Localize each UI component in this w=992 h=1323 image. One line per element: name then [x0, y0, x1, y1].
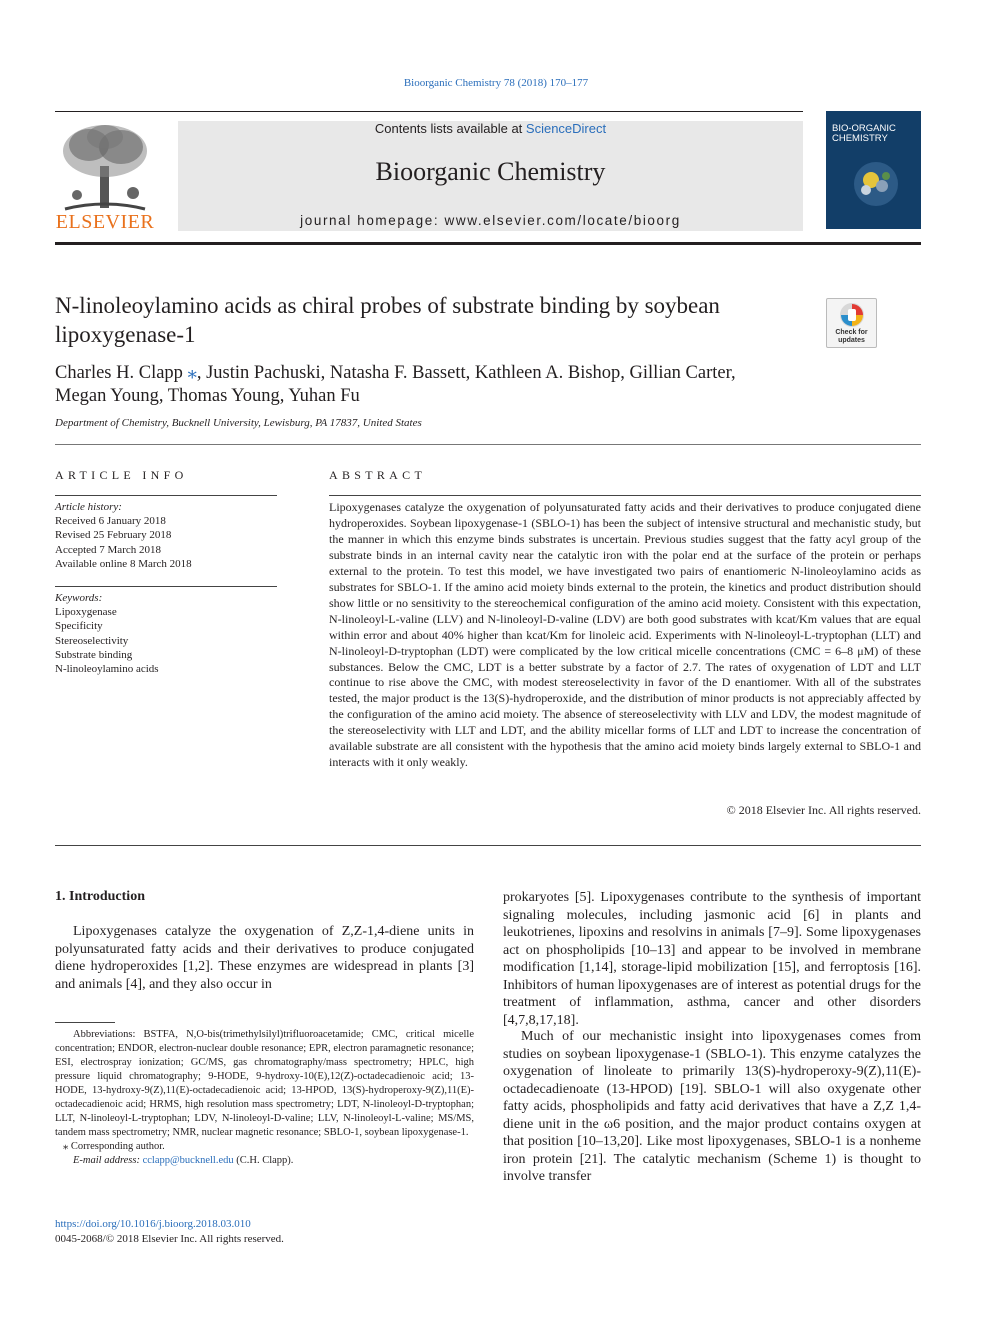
doi-link[interactable]: https://doi.org/10.1016/j.bioorg.2018.03.010 — [55, 1218, 251, 1230]
keywords-label: Keywords: — [55, 592, 103, 604]
abstract-heading: ABSTRACT — [329, 468, 427, 482]
journal-masthead — [178, 121, 803, 231]
introduction-col2-p2: Much of our mechanistic insight into lipoxygenases comes from studies on soybean lipoxygenase-1 (SBLO-1). This enzyme catalyzes the oxygenation of linoleate to primarily 13(S)-hydroperoxy-9(Z),11(E)-octadecadienoate (13-HPOD) [19]. SBLO-1 will also oxygenate other fatty acids, phospholipids and fatty acid derivatives that have a Z,Z 1,4-diene unit in the ω6 position, and the major product contains oxygen at that position [10–13,20]. Like most lipoxygenases, SBLO-1 is a nonheme iron protein [21]. The catalytic mechanism (Scheme 1) is thought to involve transfer — [503, 1029, 921, 1185]
introduction-col1: Lipoxygenases catalyze the oxygenation of Z,Z-1,4-diene units in polyunsaturated fatty acids and their derivatives to produce conjugated diene hydroperoxides [1,2]. These enzymes are widespread in plants [3] and animals [4], and they also occur in — [55, 924, 474, 992]
elsevier-tree-icon — [55, 121, 155, 213]
contents-line — [178, 121, 803, 136]
article-info-rule — [55, 495, 277, 496]
journal-cover — [826, 111, 921, 229]
author-list — [55, 362, 815, 407]
footnote-rule — [55, 1022, 115, 1023]
cover-molecule-icon — [846, 156, 906, 211]
journal-name: Bioorganic Chemistry — [375, 157, 606, 186]
article-history — [55, 500, 277, 571]
history-received: Received 6 January 2018 — [55, 515, 166, 528]
doi-block — [55, 1217, 284, 1247]
corresponding-author-note: ⁎ Corresponding author. — [63, 1141, 165, 1152]
contents-prefix: Contents lists available at — [374, 121, 526, 136]
footnotes — [55, 1028, 474, 1168]
keyword-item: Lipoxygenase — [55, 606, 117, 619]
keyword-item: Stereoselectivity — [55, 634, 129, 647]
crossmark-label: Check for updates — [835, 329, 868, 344]
keyword-item: Substrate binding — [55, 648, 133, 661]
keyword-item: Specificity — [55, 620, 103, 633]
corresponding-author-marker[interactable]: ⁎ — [187, 363, 197, 383]
cover-title: BIO-ORGANIC CHEMISTRY — [832, 123, 896, 144]
author-list-rest: , Justin Pachuski, Natasha F. Bassett, Kathleen A. Bishop, Gillian Carter, — [196, 363, 736, 383]
abstract-bottom-rule — [55, 845, 921, 846]
publisher-name: ELSEVIER — [55, 211, 155, 233]
affiliation: Department of Chemistry, Bucknell University, Lewisburg, PA 17837, United States — [55, 417, 422, 429]
header-rule-bottom — [55, 242, 921, 245]
email-link[interactable]: cclapp@bucknell.edu — [142, 1155, 234, 1166]
header-rule-top — [55, 111, 803, 112]
journal-homepage[interactable]: journal homepage: www.elsevier.com/locate/bioorg — [300, 213, 681, 228]
history-online: Available online 8 March 2018 — [55, 557, 192, 570]
keywords — [55, 591, 277, 676]
abbreviations-footnote: Abbreviations: BSTFA, N,O-bis(trimethylsilyl)trifluoroacetamide; CMC, critical micelle concentration; ENDOR, electron-nuclear double resonance; EPR, electron paramagnetic resonance; ESI, electrospray ionization; GC/MS, gas chromatography/mass spectrometry; HPLC, high pressure liquid chromatography; 9-HODE, 9-hydroxy-10(E),12(Z)-octadecadienoic acid; 13-HODE, 13-hydroxy-9(Z),11(E)-octadecadienoic acid; 13-HPOD, 13(S)-hydroperoxy-9(Z),11(E)-octadecadienoic acid; HRMS, high resolution mass spectrometry; LDT, N-linoleoyl-D-tryptophan; LLT, N-linoleoyl-L-tryptophan; LDV, N-linoleoyl-D-valine; LLV, N-linoleoyl-L-valine; MS/MS, tandem mass spectrometry; NMR, nuclear magnetic resonance; SBLO-1, soybean lipoxygenase-1. — [55, 1029, 474, 1138]
affiliation-rule — [55, 444, 921, 445]
sciencedirect-link[interactable]: ScienceDirect — [525, 121, 607, 136]
journal-citation[interactable]: Bioorganic Chemistry 78 (2018) 170–177 — [403, 77, 589, 89]
check-for-updates-button[interactable] — [826, 298, 877, 348]
article-info-heading: ARTICLE INFO — [55, 468, 188, 482]
keyword-item: N-linoleoylamino acids — [55, 663, 159, 676]
history-revised: Revised 25 February 2018 — [55, 529, 172, 542]
abstract-copyright: © 2018 Elsevier Inc. All rights reserved. — [726, 803, 921, 817]
email-suffix: (C.H. Clapp). — [233, 1155, 294, 1166]
keywords-rule — [55, 586, 277, 587]
author-corresponding: Charles H. Clapp — [55, 363, 183, 383]
introduction-heading: 1. Introduction — [55, 889, 145, 904]
author-list-line2: Megan Young, Thomas Young, Yuhan Fu — [55, 385, 360, 406]
article-title: N-linoleoylamino acids as chiral probes of substrate binding by soybean lipoxygenase-1 — [55, 293, 720, 347]
email-note — [55, 1154, 474, 1168]
issn-line: 0045-2068/© 2018 Elsevier Inc. All rights reserved. — [55, 1233, 284, 1245]
crossmark-icon — [839, 302, 865, 328]
history-accepted: Accepted 7 March 2018 — [55, 543, 161, 556]
abstract-text: Lipoxygenases catalyze the oxygenation of polyunsaturated fatty acids and their derivatives to produce conjugated diene hydroperoxides. Soybean lipoxygenase-1 (SBLO-1) has been the subject of intensive structural and mechanistic study, but the manner in which this enzyme binds substrates is uncertain. Previous studies suggest that the fatty acyl group of the substrate binds in an internal cavity near the catalytic iron with the polar end at the surface of the protein or perhaps external to the protein. To test this model, we have investigated two pairs of enantiomeric N-linoleoylamino acids as substrates for SBLO-1. If the amino acid moiety binds external to the protein, the kinetics and product distribution should show little or no sensitivity to the stereochemical configuration of the amino acid moiety. Consistent with this expectation, N-linoleoyl-L-valine (LLV) and N-linoleoyl-D-valine (LDV) are both good substrates with kcat/Km values that are equal within error and about 40% higher than kcat/Km for linoleic acid. Experiments with N-linoleoyl-L-tryptophan (LLT) and N-linoleoyl-D-tryptophan (LDT) were complicated by the low critical micelle concentrations (CMC = 6–8 μM) of these substances. Below the CMC, LDT is a better substrate by a factor of 2.7. The rates of oxygenation of LDT and LLT continue to rise above the CMC, with modest stereoselectivity in favor of the D enantiomer. With all of the substrates tested, the major product is the 13(S)-hydroperoxide, and the distribution of minor products is not appreciably affected by the configuration of the amino acid moiety. The absence of stereoselectivity with LLV and LDV, the modest magnitude of the stereoselectivity with LLT and LDT, and the ability micellar forms of LLT and LDT to increase the concentration of available substrate are all consistent with the hypothesis that the amino acid moiety binds largely external to SBLO-1 and interacts with it only weakly. — [329, 500, 921, 770]
abstract-rule — [329, 495, 921, 496]
introduction-col2-p1: prokaryotes [5]. Lipoxygenases contribute to the synthesis of important signaling molecules, including jasmonic acid [6] in plants and leukotrienes, lipoxins and resolvins in animals [7–9]. Some lipoxygenases act on phospholipids [10–13] and appear to be involved in membrane modification [1,14], storage-lipid mobilization [15], and ferroptosis [16]. Inhibitors of human lipoxygenases are of interest as potential drugs for the treatment of inflammation, asthma, cancer and other disorders [4,7,8,17,18]. — [503, 890, 921, 1028]
email-label: E-mail address: — [73, 1155, 143, 1166]
elsevier-logo — [55, 121, 155, 231]
history-label: Article history: — [55, 501, 122, 513]
